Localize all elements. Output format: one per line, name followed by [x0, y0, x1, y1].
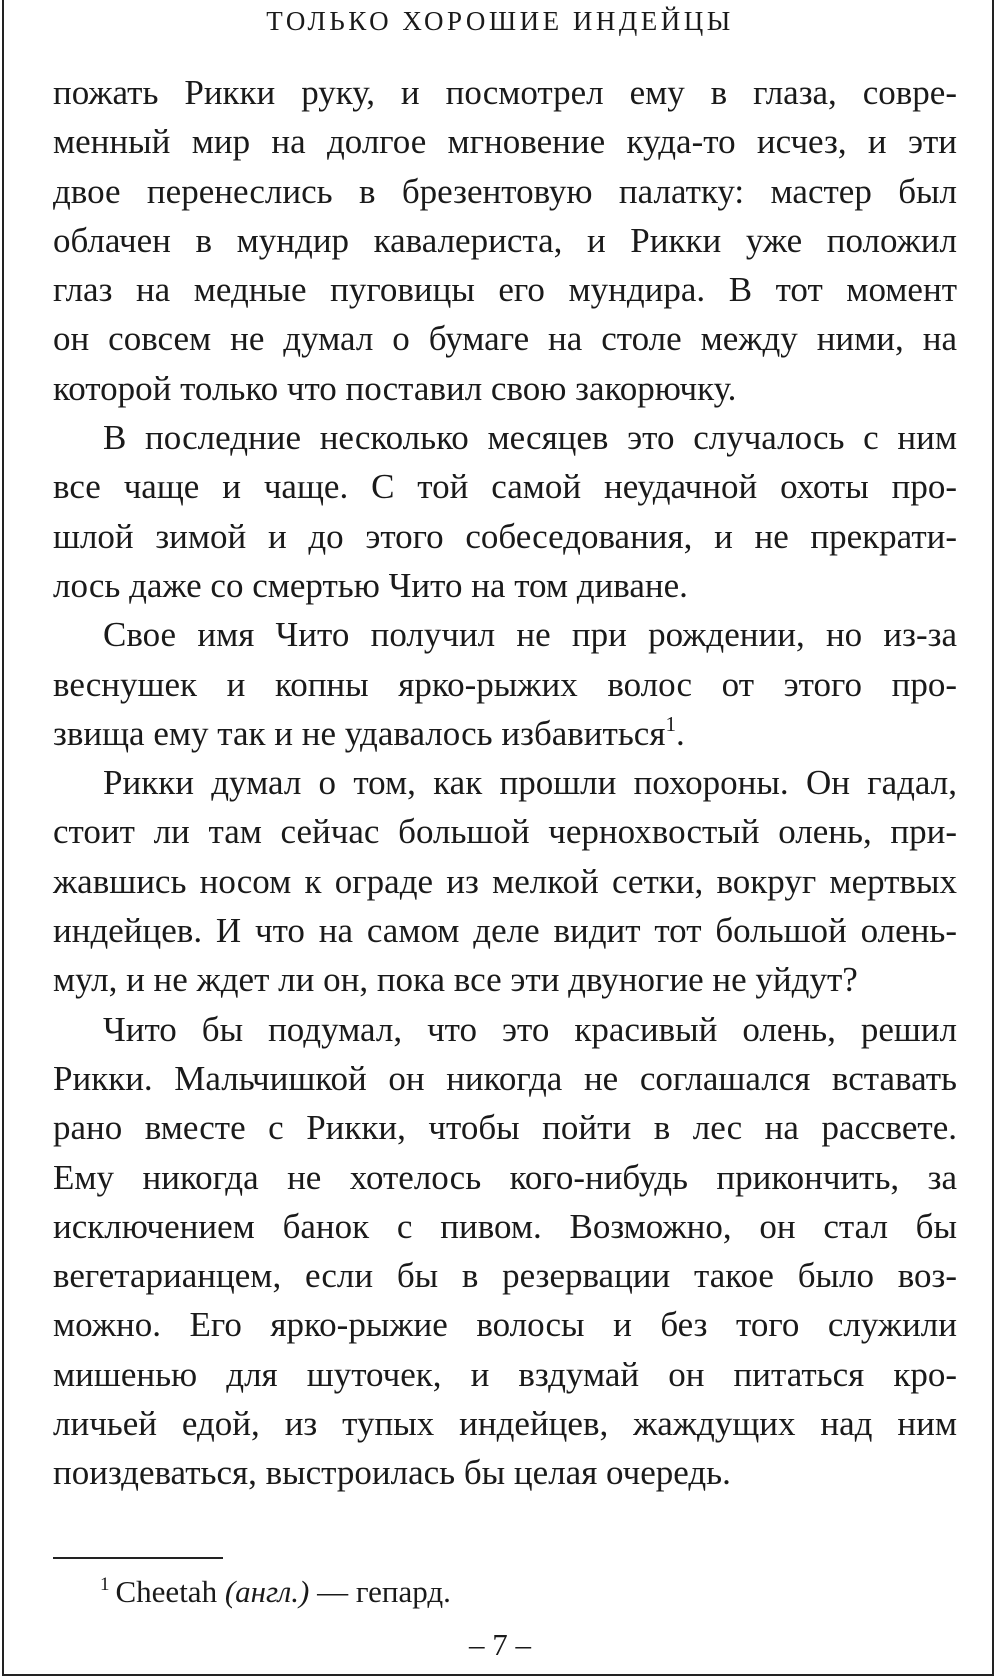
text-line: вегетарианцем, если бы в резервации такое было воз-	[53, 1256, 957, 1296]
footnote-definition: — гепард.	[317, 1574, 451, 1609]
text-line: Рикки. Мальчишкой он никогда не соглашался вставать	[53, 1058, 957, 1098]
text-line: он совсем не думал о бумаге на столе между ними, на	[53, 319, 957, 359]
text-line: стоит ли там сейчас большой чернохвостый олень, при-	[53, 812, 957, 852]
text-line-content: звища ему так и не удавалось избавиться	[53, 713, 666, 753]
text-line: Ему никогда не хотелось кого-нибудь прикончить, за	[53, 1157, 957, 1197]
text-line: глаз на медные пуговицы его мундира. В тот момент	[53, 270, 957, 310]
text-line: веснушек и копны ярко-рыжих волос от этого про-	[53, 664, 957, 704]
text-line: облачен в мундир кавалериста, и Рикки уже положил	[53, 220, 957, 260]
text-line: индейцев. И что на самом деле видит тот большой олень-	[53, 911, 957, 951]
text-line: пожать Рикки руку, и посмотрел ему в глаза, совре-	[53, 73, 957, 112]
footnote-lang-note: (англ.)	[224, 1574, 310, 1609]
text-line: шлой зимой и до этого собеседования, и не прекрати-	[53, 516, 957, 556]
footnote-word: Cheetah	[115, 1574, 218, 1609]
text-line: двое перенеслись в брезентовую палатку: мастер был	[53, 171, 957, 211]
text-line: которой только что поставил свою закорючку.	[53, 368, 737, 408]
text-line: поиздеваться, выстроилась бы целая очередь.	[53, 1453, 731, 1493]
body-text	[53, 68, 957, 1498]
text-line: В последние несколько месяцев это случалось с ним	[103, 418, 957, 458]
text-line: Чито бы подумал, что это красивый олень, решил	[103, 1009, 957, 1049]
text-line	[53, 709, 957, 758]
text-line: Свое имя Чито получил не при рождении, но из-за	[103, 615, 957, 655]
footnote-marker: 1	[100, 1574, 110, 1595]
footnote-divider	[53, 1557, 223, 1559]
text-line: лось даже со смертью Чито на том диване.	[53, 565, 688, 605]
text-line: жавшись носом к ограде из мелкой сетки, вокруг мертвых	[53, 861, 957, 901]
text-line: мул, и не ждет ли он, пока все эти двуногие не уйдут?	[53, 960, 858, 1000]
text-line: Рикки думал о том, как прошли похороны. Он гадал,	[103, 763, 957, 803]
page-number: – 7 –	[469, 1627, 531, 1662]
text-line: личьей едой, из тупых индейцев, жаждущих над ним	[53, 1404, 957, 1444]
text-line: все чаще и чаще. С той самой неудачной охоты про-	[53, 467, 957, 507]
text-line: мишенью для шуточек, и вздумай он питаться кро-	[53, 1354, 957, 1394]
text-line: можно. Его ярко-рыжие волосы и без того служили	[53, 1305, 957, 1345]
running-head: ТОЛЬКО ХОРОШИЕ ИНДЕЙЦЫ	[266, 6, 734, 36]
footnote-reference[interactable]: 1	[665, 711, 676, 736]
text-line: исключением банок с пивом. Возможно, он стал бы	[53, 1206, 957, 1246]
text-line: менный мир на долгое мгновение куда-то исчез, и эти	[53, 122, 957, 162]
sentence-end: .	[675, 713, 685, 753]
footnote	[100, 1574, 451, 1610]
text-line: рано вместе с Рикки, чтобы пойти в лес на рассвете.	[53, 1108, 957, 1148]
